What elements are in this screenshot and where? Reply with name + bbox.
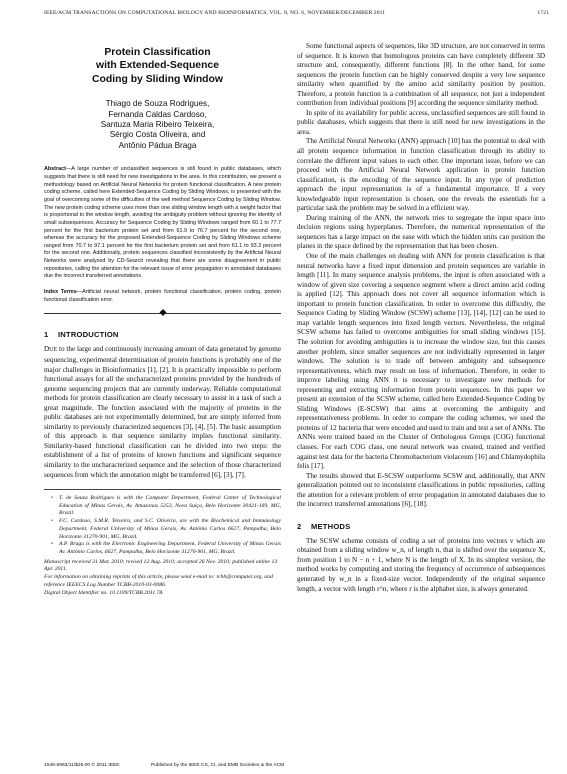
footnotes	[44, 489, 281, 597]
bullet-icon: •	[51, 541, 53, 548]
reprints-note: For information on obtaining reprints of this article, please send e-mail to: tcbb@computer.org, and reference IEEECS Log Number TCBB-2010-03-0086.	[44, 574, 273, 588]
right-column	[297, 42, 545, 750]
abstract	[44, 166, 281, 281]
footnote-item	[51, 541, 281, 556]
issn-line: 1545-5963/11/$26.00 © 2011 IEEE	[44, 763, 120, 768]
footnote-text: A.P. Braga is with the Electronic Engineering Department, Federal University of Minas Gerais Av. Antônio Carlos, 6627, Pampulha, Belo Horizonte 31270-901, MG, Brazil.	[59, 541, 281, 555]
title-line: Coding by Sliding Window	[92, 73, 223, 85]
paragraph: Some functional aspects of sequences, like 3D structure, are not conserved in terms of sequence. It is known that homologous proteins can have completely different 3D structure and, consequently, different functions [8]. In the other hand, for some sequences the protein function can be highly conserved despite a very low sequence similarity when quantified by the amino acid similarity position by position. Therefore, a protein function is a combination of all sequence, not just a independent contribution from individual positions [9] according the sequence similarity method.	[297, 42, 545, 108]
author-line: Fernanda Caldas Cardoso,	[108, 109, 207, 119]
abstract-text: —A large number of unclassified sequences is still found in public databases, which suggests that there is still need for new investigations in the area. In this contribution, we present a methodology based on Artificial Neural Networks for protein functional classification. A new protein coding scheme, called here Extended-Sequence Coding by Sliding Windows, is presented with the goal of overcoming some of the difficulties of the well method Sequence Coding by Sliding Window. The new protein coding scheme uses more than one sliding window length with a weight factor that is proportional to the window length, avoiding the ambiguity problem without ignoring the identity of small subsequences. Accuracy for Sequence Coding by Sliding Windows ranged from 60.1 to 77.7 percent for the first bacterium protein set and from 61.9 to 76.7 percent for the second one, whereas the accuracy for the proposed Extended-Sequence Coding by Sliding Windows scheme ranged from 70.7 to 97.1 percent for the first bacterium protein set and from 61.1 to 93.3 percent for the second one. Additionally, protein sequences classified inconsistently by the Artificial Neural Networks were analyzed by CD-Search revealing that there are some disagreement in public repositories, calling the attention for the relevant issue of error propagation in annotated databases due the incorrect transferred annotations.	[44, 166, 281, 280]
bullet-icon: •	[51, 495, 53, 502]
author-line: Thiago de Souza Rodrigues,	[105, 99, 210, 109]
paper-title	[44, 46, 271, 86]
author-line: Sérgio Costa Oliveira, and	[109, 130, 206, 140]
publisher-line: Published by the IEEE CS, CI, and EMB Societies & the ACM	[151, 763, 285, 768]
paragraph: In spite of its availability for public access, unclassified sequences are still found in public databases, which suggests that there is still need for new investigations in the area.	[297, 108, 545, 136]
doi-note: Digital Object Identifier no. 10.1109/TCBB.2011.78.	[44, 589, 164, 596]
running-head	[44, 10, 549, 20]
section-title: METHODS	[311, 521, 351, 531]
paragraph: The SCSW scheme consists of coding a set of proteins into vectors v which are obtained from a sliding window w_n, of length n, that is shifted over the sequence X, from position 1 to N − n + 1, where N is the length of X. In its simplest version, the method works by computing and storing the frequency of occurrence of subsequences generated by w_n in a fixed-size vector. Independently of the original sequence length, a vector with length r^n, where r is the alphabet size, is always generated.	[297, 536, 545, 593]
footnote-text: F.C. Cardoso, S.M.R. Teixeira, and S.C. Oliveira, are with the Biochemical and Immunology Department, Federal University of Minas Gerais, Av. Antônio Carlos 6627, Pampulha, Belo Horizonte 31270-901, MG, Brazil.	[59, 518, 281, 540]
author-line: Antônio Pádua Braga	[118, 140, 197, 150]
footnote-item	[51, 518, 281, 541]
paragraph: The results showed that E-SCSW outperforms SCSW and, additionally, that ANN generalization pointed out to inconsistent classifications in public repositories, calling the attention for a relevant problem of error propagation in annotated databases due to the incorrect transferred annotations [6], [18].	[297, 471, 545, 509]
small-caps-lead: UE	[49, 347, 58, 354]
footnote-text: T. de Souza Rodrigues is with the Computer Department, Federal Center of Technological Education of Minas Gerais, Av. Amazonas 5253, Nova Suiça, Belo Horizonte 30421-169, MG, Brazil.	[59, 495, 281, 517]
section-heading-methods	[297, 522, 545, 531]
footnote-item	[51, 495, 281, 518]
manuscript-dates: Manuscript received 31 Mar. 2010; revised 12 Aug. 2010; accepted 26 Nov. 2010; published online 13 Apr. 2011.	[44, 558, 278, 573]
index-terms	[44, 289, 281, 304]
paragraph	[44, 345, 281, 480]
index-terms-text: —Artificial neural network, protein functional classification, protein coding, protein functional classification error.	[44, 289, 281, 303]
drop-cap: D	[44, 345, 50, 354]
index-terms-label: Index Terms	[44, 289, 77, 296]
methods-body	[297, 537, 545, 594]
author-line: Santuza Maria Ribeiro Teixeira,	[100, 120, 215, 130]
paragraph: The Artificial Neural Networks (ANN) approach [10] has the potential to deal with all protein sequence information in function classification through its ability to correlate the different input values to each other. One important issue, before we can proceed with the Artificial Neural Network application in protein function classification, is the encoding of the sequence input. In any type of prediction approach the input representation is of a fundamental importance. If a very knowledgeable input representation is chosen, one the reveals the essentials for a particular task the problem may be solved in a efficient way.	[297, 137, 545, 213]
page-number: 1721	[537, 10, 549, 16]
section-number: 1	[44, 330, 49, 340]
author-list	[44, 99, 271, 151]
diamond-icon	[159, 309, 166, 316]
section-title: INTRODUCTION	[58, 330, 119, 340]
introduction-body	[44, 345, 281, 480]
bullet-icon: •	[51, 518, 53, 525]
section-divider	[44, 309, 281, 318]
abstract-label: Abstract	[44, 166, 66, 173]
section-heading-introduction	[44, 330, 281, 339]
right-body	[297, 42, 545, 510]
left-column	[44, 42, 281, 750]
title-line: Protein Classification	[104, 47, 211, 58]
journal-header: IEEE/ACM TRANSACTIONS ON COMPUTATIONAL BIOLOGY AND BIOINFORMATICS, VOL. 8, NO. 6, NOVEMBER/DECEMBER 2011	[44, 10, 386, 16]
section-number: 2	[297, 521, 302, 531]
paragraph: During training of the ANN, the network tries to segregate the input space into decision regions using hyperplanes. Therefore, the numerical representation of the sequences has a large impact on the ease with which the hidden units can position the planes in the space defined by the representation that has been chosen.	[297, 213, 545, 251]
title-line: with Extended-Sequence	[96, 60, 219, 72]
paragraph: One of the main challenges on dealing with ANN for protein classification is that neural networks have a fixed input dimension and protein sequences are variable in length [11]. In many sequence analysis problems, the input is often associated with a window of given size covering a sequence segment where a direct amino acid coding is applied [12]. This approach does not cover all sequence information which is important to protein function classification. In order to overcome this difficulty, the Sequence Coding by Sliding Window (SCSW) scheme [13], [14], [12] can be used to map variable length sequences into fixed length vectors. Nevertheless, the original SCSW scheme has failed to overcome ambiguities for small sliding windows [15]. The solution for avoiding ambiguities is to increase the window size, but this causes another problem, since smaller sequences are not individually represented in larger windows. The solution is to trade off between ambiguity and subsequence representativeness, which may result on loss of information. Therefore, in order to improve labeling using ANN it is necessary to investigate new methods for representing and extracting information from protein sequences. In this paper we present an extension of the SCSW scheme, called here Extended-Sequence Coding by Sliding Windows (E-SCSW) that aims at overcoming the ambiguity and representativeness problems. In order to compare the coding schemes, we used the proteins of 12 bacteria that were encoded and used to train and test a set of ANNs. The ANNs were trained based on the Cluster of Orthologous Groups (COG) functional classes. For each COG class, one neural network was created, trained and verified against test data for the bacteria Chromobacterium violaceum [16] and Chlamydophila felis [17].	[297, 252, 545, 471]
paragraph-text: to the large and continuously increasing amount of data generated by genome sequencing, experimental determination of protein functions is probably one of the major challenges in Bioinformatics [1], [2]. It is practically impossible to perform functional assays for all the uncharacterized proteins provided by the hundreds of genome sequencing projects that are currently underway. Reliable computational methods for protein classification are clearly necessary to assist in a task of such a great magnitude. The function associated with the majority of proteins in the public databases are not experimentally determined, but are simply inferred from similarity to previously characterized sequences [3], [4], [5]. The basic assumption of this approach is that sequence similarity implies functional similarity. Similarity-based functional classification can be divided into two steps: the establishment of a list of proteins of known functions and significant sequence similarity to the uncharacterized sequence and the selection of those characterized sequences from which the annotation might be transferred [6], [3], [7].	[44, 345, 281, 479]
